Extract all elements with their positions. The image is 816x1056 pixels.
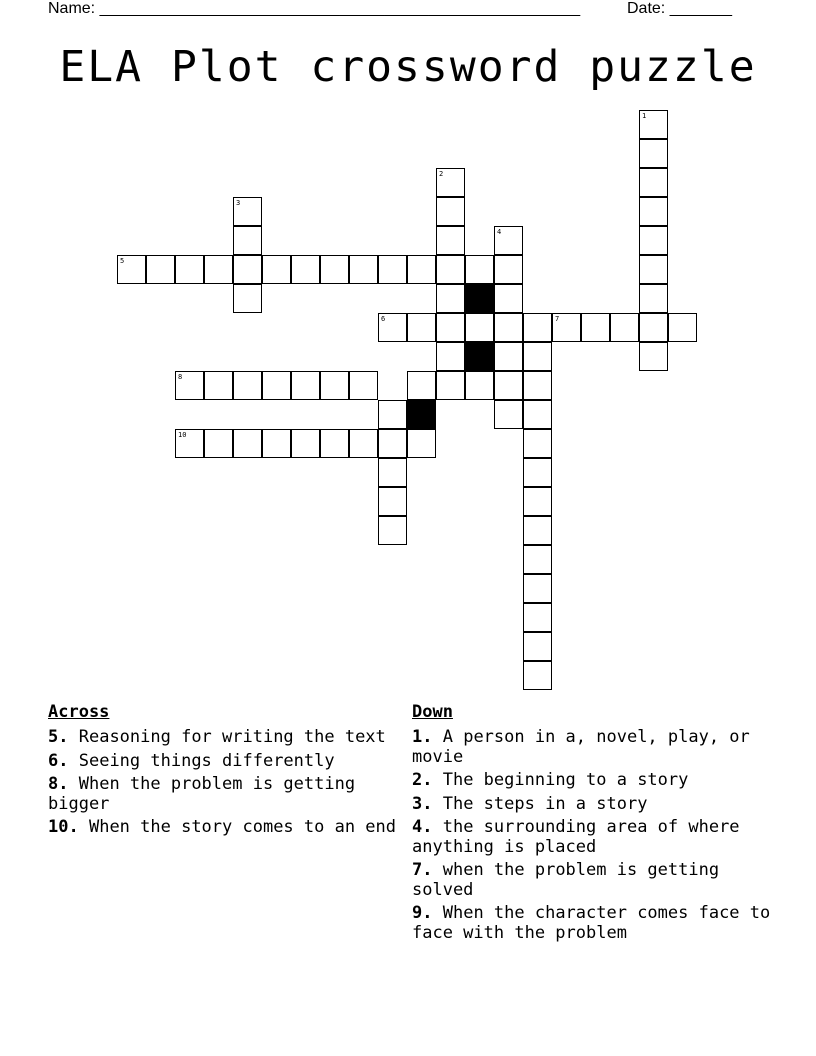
clue-text: Reasoning for writing the text (78, 727, 386, 747)
grid-cell[interactable] (320, 255, 349, 284)
black-square (465, 284, 494, 313)
grid-cell[interactable] (320, 429, 349, 458)
clue-text: When the problem is getting bigger (48, 774, 356, 814)
grid-cell[interactable] (436, 371, 465, 400)
grid-cell[interactable] (494, 371, 523, 400)
grid-cell[interactable] (465, 313, 494, 342)
grid-cell[interactable] (407, 255, 436, 284)
clue-number: 6. (48, 750, 69, 771)
clue-number-label: 5 (120, 257, 125, 265)
clue-number: 4. (412, 817, 433, 837)
clue-across-5 (48, 728, 398, 748)
grid-cell[interactable] (436, 226, 465, 255)
grid-cell[interactable] (639, 313, 668, 342)
grid-cell[interactable] (523, 400, 552, 429)
grid-cell[interactable] (291, 429, 320, 458)
black-square (407, 400, 436, 429)
name-field-label: Name: ______________________________________________________ (48, 0, 581, 17)
clue-text: When the story comes to an end (88, 817, 397, 837)
header (48, 0, 768, 20)
clue-number: 5. (48, 727, 69, 747)
grid-cell[interactable] (378, 429, 407, 458)
grid-cell[interactable] (262, 429, 291, 458)
grid-cell[interactable] (610, 313, 639, 342)
clue-text: The beginning to a story (442, 770, 689, 790)
black-square (465, 342, 494, 371)
grid-cell[interactable] (523, 516, 552, 545)
page-title: ELA Plot crossword puzzle (59, 42, 757, 92)
grid-cell[interactable] (233, 429, 262, 458)
clue-number-label: 1 (642, 112, 647, 120)
grid-cell[interactable] (146, 255, 175, 284)
clue-number: 8. (48, 774, 69, 794)
grid-cell[interactable] (639, 139, 668, 168)
grid-cell[interactable] (436, 197, 465, 226)
grid-cell[interactable] (175, 429, 204, 458)
grid-cell[interactable] (175, 371, 204, 400)
grid-cell[interactable] (233, 284, 262, 313)
grid-cell[interactable] (465, 371, 494, 400)
grid-cell[interactable] (523, 371, 552, 400)
down-clues (412, 703, 782, 947)
clue-number-label: 3 (236, 199, 241, 207)
grid-cell[interactable] (262, 371, 291, 400)
grid-cell[interactable] (523, 487, 552, 516)
grid-cell[interactable] (523, 342, 552, 371)
clue-down-1 (412, 728, 782, 767)
grid-cell[interactable] (378, 516, 407, 545)
grid-cell[interactable] (204, 255, 233, 284)
clue-text: Seeing things differently (78, 750, 335, 771)
grid-cell[interactable] (639, 168, 668, 197)
grid-cell[interactable] (639, 226, 668, 255)
grid-cell[interactable] (523, 545, 552, 574)
grid-cell[interactable] (291, 255, 320, 284)
grid-cell[interactable] (523, 458, 552, 487)
grid-cell[interactable] (407, 313, 436, 342)
clue-number: 1. (412, 727, 433, 747)
grid-cell[interactable] (668, 313, 697, 342)
grid-cell[interactable] (523, 313, 552, 342)
grid-cell[interactable] (175, 255, 204, 284)
grid-cell[interactable] (378, 487, 407, 516)
grid-cell[interactable] (639, 197, 668, 226)
clue-number: 7. (412, 860, 433, 880)
grid-cell[interactable] (349, 371, 378, 400)
grid-cell[interactable] (291, 371, 320, 400)
grid-cell[interactable] (494, 255, 523, 284)
clue-text: The steps in a story (442, 793, 648, 814)
grid-cell[interactable] (349, 429, 378, 458)
grid-cell[interactable] (494, 400, 523, 429)
grid-cell[interactable] (378, 313, 407, 342)
grid-cell[interactable] (639, 110, 668, 139)
grid-cell[interactable] (233, 197, 262, 226)
clue-number: 9. (412, 903, 433, 923)
clue-number-label: 7 (555, 315, 560, 323)
grid-cell[interactable] (436, 255, 465, 284)
clue-number-label: 10 (178, 431, 187, 439)
clue-down-9 (412, 904, 782, 943)
clue-text: when the problem is getting solved (412, 860, 720, 900)
grid-cell[interactable] (262, 255, 291, 284)
grid-cell[interactable] (465, 255, 494, 284)
clue-text: the surrounding area of where anything is placed (412, 817, 740, 857)
grid-cell[interactable] (436, 168, 465, 197)
grid-cell[interactable] (436, 284, 465, 313)
grid-cell[interactable] (523, 603, 552, 632)
grid-cell[interactable] (639, 342, 668, 371)
clue-number: 3. (412, 793, 433, 814)
across-clues (48, 703, 398, 842)
grid-cell[interactable] (407, 429, 436, 458)
clue-text: A person in a, novel, play, or movie (412, 727, 750, 767)
grid-cell[interactable] (523, 574, 552, 603)
grid-cell[interactable] (552, 313, 581, 342)
grid-cell[interactable] (581, 313, 610, 342)
grid-cell[interactable] (407, 371, 436, 400)
grid-cell[interactable] (349, 255, 378, 284)
across-heading: Across (48, 702, 110, 722)
grid-cell[interactable] (378, 400, 407, 429)
clue-number-label: 2 (439, 170, 444, 178)
grid-cell[interactable] (436, 313, 465, 342)
grid-cell[interactable] (233, 255, 262, 284)
grid-cell[interactable] (320, 371, 349, 400)
clue-number-label: 8 (178, 373, 183, 381)
grid-cell[interactable] (117, 255, 146, 284)
grid-cell[interactable] (204, 371, 233, 400)
down-heading: Down (412, 702, 453, 722)
grid-cell[interactable] (436, 342, 465, 371)
grid-cell[interactable] (378, 458, 407, 487)
grid-cell[interactable] (639, 255, 668, 284)
clue-across-10 (48, 818, 398, 838)
clue-down-2 (412, 771, 782, 791)
grid-cell[interactable] (204, 429, 233, 458)
grid-cell[interactable] (523, 632, 552, 661)
clue-down-7 (412, 861, 782, 900)
grid-cell[interactable] (494, 342, 523, 371)
clue-text: When the character comes face to face with the problem (412, 903, 771, 943)
grid-cell[interactable] (233, 371, 262, 400)
grid-cell[interactable] (639, 284, 668, 313)
clue-down-4 (412, 818, 782, 857)
grid-cell[interactable] (523, 661, 552, 690)
clue-number: 2. (412, 770, 433, 790)
clue-number-label: 4 (497, 228, 502, 236)
grid-cell[interactable] (378, 255, 407, 284)
clue-down-3 (412, 795, 782, 815)
grid-cell[interactable] (494, 226, 523, 255)
clue-number-label: 6 (381, 315, 386, 323)
grid-cell[interactable] (494, 313, 523, 342)
grid-cell[interactable] (494, 284, 523, 313)
grid-cell[interactable] (233, 226, 262, 255)
grid-cell[interactable] (523, 429, 552, 458)
clue-across-6 (48, 752, 398, 772)
clue-across-8 (48, 775, 398, 814)
date-field-label: Date: _______ (627, 0, 732, 17)
clue-number: 10. (48, 817, 79, 837)
